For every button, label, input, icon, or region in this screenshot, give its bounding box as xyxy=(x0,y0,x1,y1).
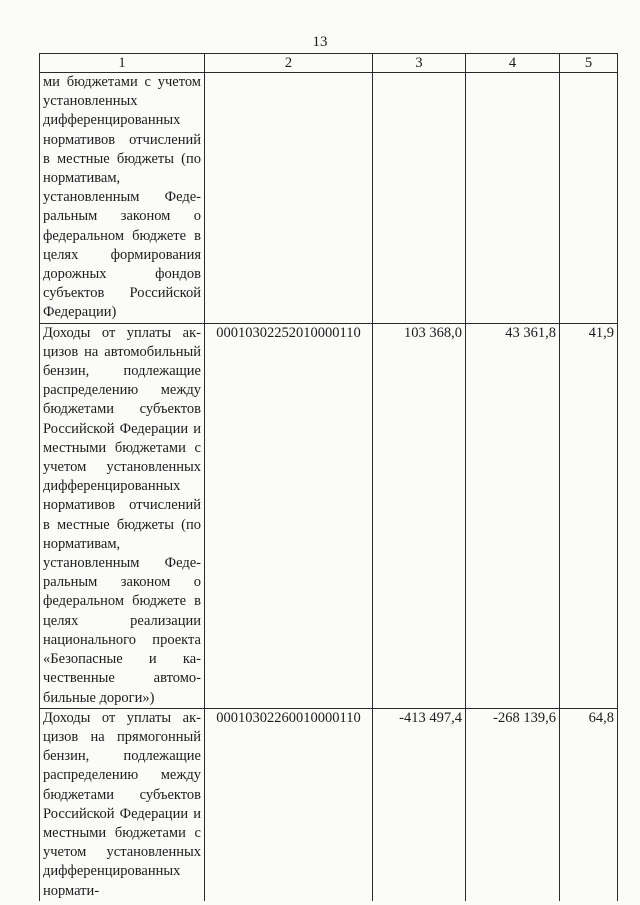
row-name-cell: ми бюджетами с учетом установленных дифференцированных нормативов отчислений в местные бюджеты (по нормативам, установленным Федеральным законом о федеральном бюджете в целях формирования дорожных фондов субъектов Российской Федерации) xyxy=(40,73,205,324)
row-fact-cell xyxy=(466,73,560,324)
revenue-table xyxy=(39,53,618,901)
column-header-3: 3 xyxy=(373,54,466,73)
row-code-cell: 00010302252010000110 xyxy=(205,323,373,708)
row-name-cell: Доходы от уплаты акцизов на прямогонный бензин, подлежащие распределению между бюджетами субъектов Российской Федерации и местными бюджетами с учетом установленных дифференцированных нормати- xyxy=(40,708,205,901)
row-percent-cell xyxy=(560,73,618,324)
column-header-2: 2 xyxy=(205,54,373,73)
row-plan-cell: -413 497,4 xyxy=(373,708,466,901)
table-row xyxy=(40,73,618,324)
table-row xyxy=(40,708,618,901)
column-header-5: 5 xyxy=(560,54,618,73)
table-header-row xyxy=(40,54,618,73)
row-plan-cell xyxy=(373,73,466,324)
row-code-cell: 00010302260010000110 xyxy=(205,708,373,901)
column-header-4: 4 xyxy=(466,54,560,73)
table-row xyxy=(40,323,618,708)
row-fact-cell: 43 361,8 xyxy=(466,323,560,708)
row-name-cell: Доходы от уплаты акцизов на автомобильный бензин, подлежащие распределению между бюджетами субъектов Российской Федерации и местными бюджетами с учетом установленных дифференцированных нормативов отчислений в местные бюджеты (по нормативам, установленным Федеральным законом о федеральном бюджете в целях реализации национального проекта «Безопасные и качественные автомобильные дороги») xyxy=(40,323,205,708)
row-plan-cell: 103 368,0 xyxy=(373,323,466,708)
row-percent-cell: 41,9 xyxy=(560,323,618,708)
page-number: 13 xyxy=(312,34,328,50)
column-header-1: 1 xyxy=(40,54,205,73)
row-percent-cell: 64,8 xyxy=(560,708,618,901)
row-code-cell xyxy=(205,73,373,324)
row-fact-cell: -268 139,6 xyxy=(466,708,560,901)
